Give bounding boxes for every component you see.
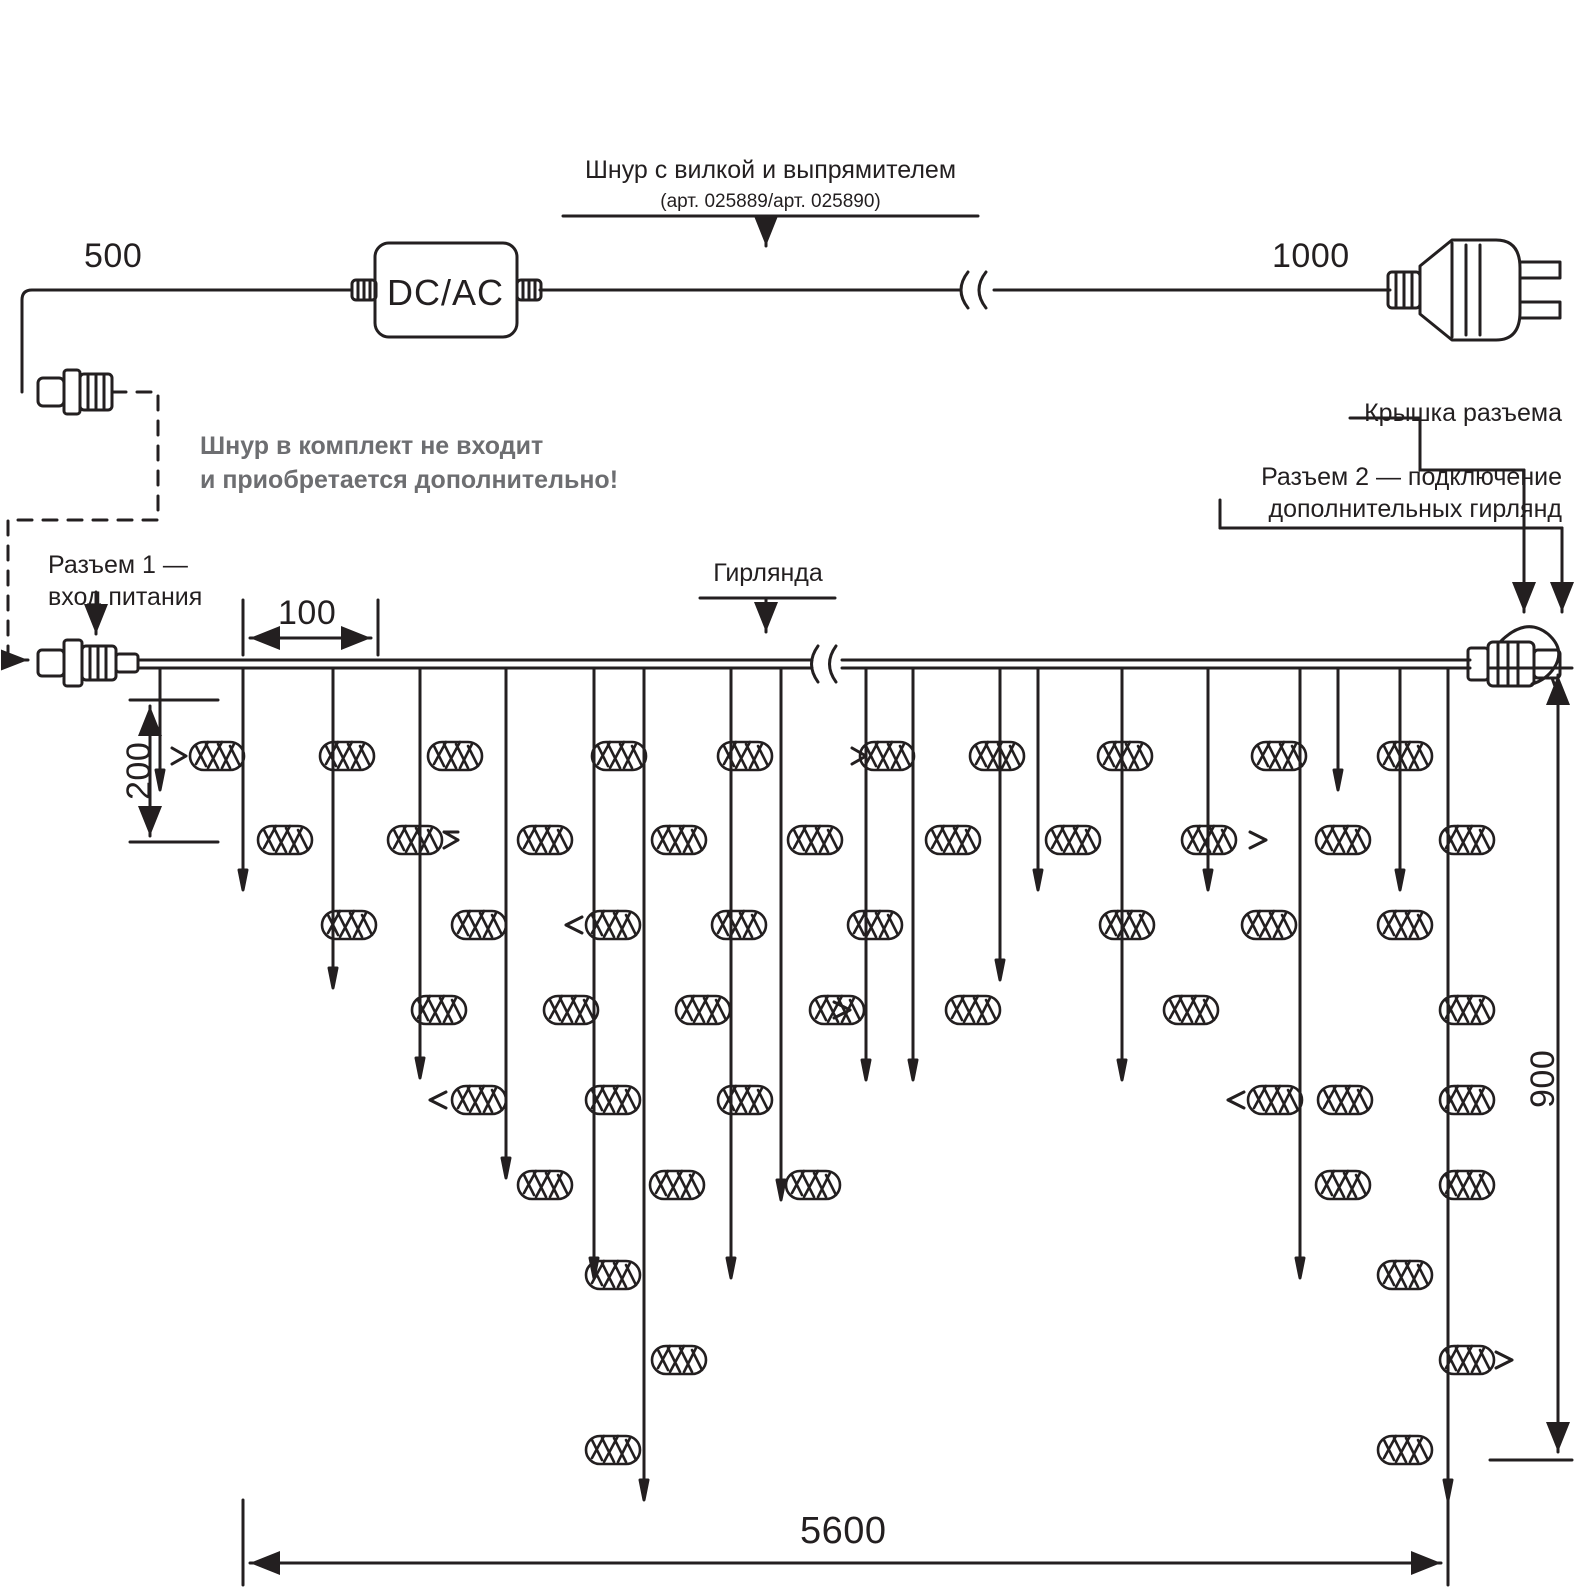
dimension-500-label: 500	[84, 237, 143, 275]
dimension-900-label: 900	[1524, 1049, 1562, 1108]
cord-title-label: Шнур с вилкой и выпрямителем	[584, 156, 957, 184]
connector2-label-line2: дополнительных гирлянд	[1268, 495, 1562, 523]
cap-label: Крышка разъема	[1364, 399, 1562, 427]
connector2-label-line1: Разъем 2 — подключение	[1261, 463, 1562, 491]
optional-cord-note-line1: Шнур в комплект не входит	[200, 432, 544, 460]
garland-label: Гирлянда	[713, 559, 823, 587]
dimension-100-label: 100	[278, 594, 337, 632]
optional-cord-note-line2: и приобретается дополнительно!	[200, 466, 619, 494]
connector1-label-line2: вход питания	[48, 583, 203, 611]
dimension-5600-label: 5600	[800, 1510, 887, 1552]
dimension-200-label: 200	[120, 741, 158, 800]
connector1-label-line1: Разъем 1 —	[48, 551, 188, 579]
dimension-1000-label: 1000	[1272, 237, 1350, 275]
cord-articles-label: (арт. 025889/арт. 025890)	[660, 191, 881, 212]
dcac-label: DC/AC	[387, 272, 505, 313]
